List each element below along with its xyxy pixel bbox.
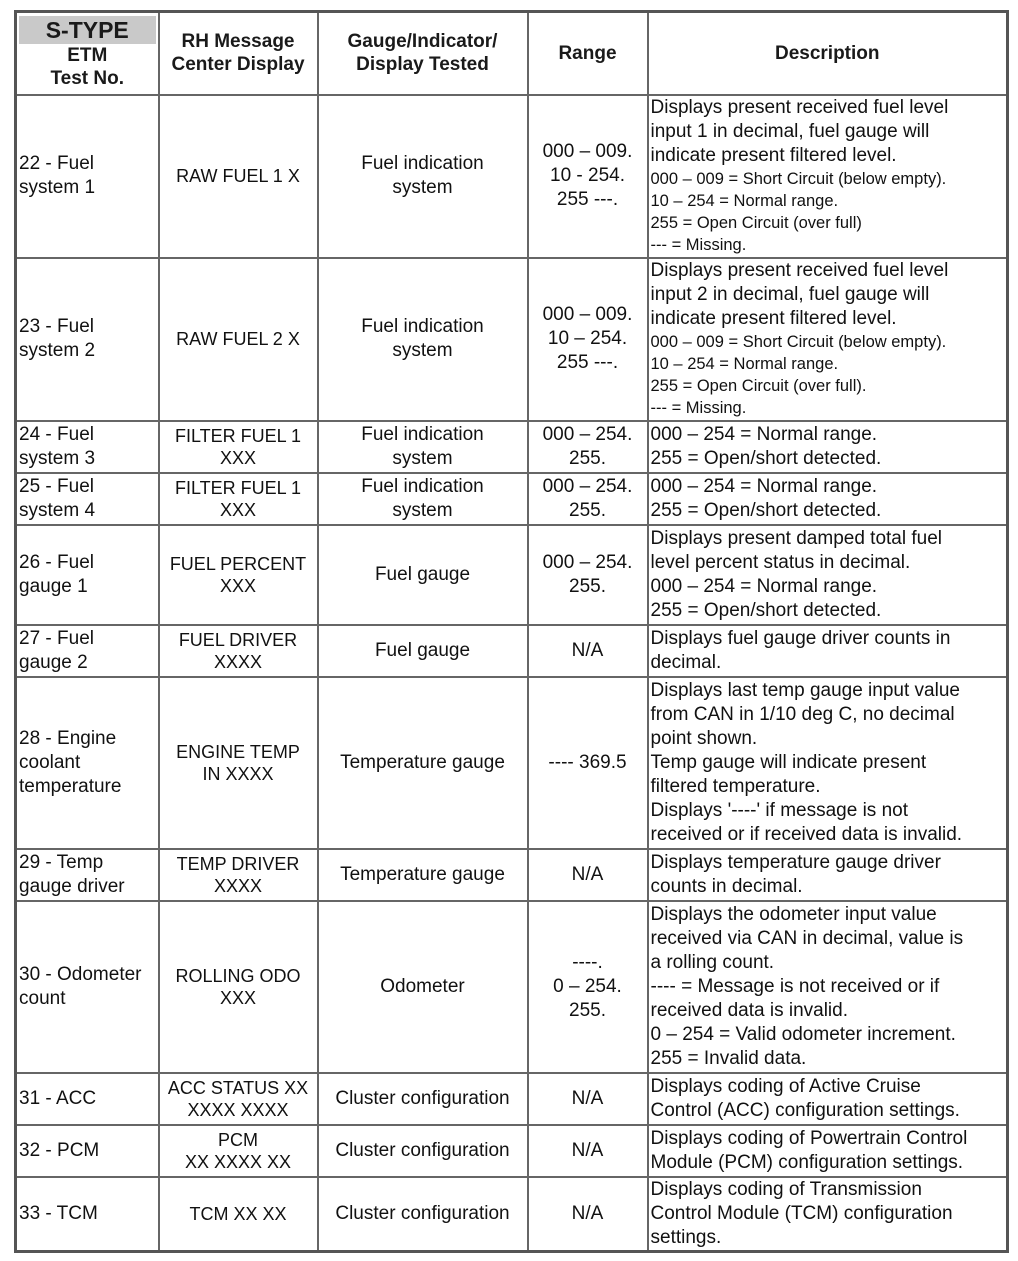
range-cell-line: 10 – 254. xyxy=(547,328,628,349)
range-cell-line: 255 ---. xyxy=(556,352,619,373)
description-line: received data is invalid. xyxy=(650,999,848,1021)
header-message xyxy=(159,12,318,95)
description-line: Displays temperature gauge driver xyxy=(650,851,941,873)
header-range: Range xyxy=(528,12,648,95)
description-line: input 1 in decimal, fuel gauge will xyxy=(650,121,930,142)
description-line: 10 – 254 = Normal range. xyxy=(650,192,839,210)
description-line: Displays coding of Active Cruise xyxy=(650,1075,921,1097)
range-cell-line: N/A xyxy=(571,1139,604,1161)
gauge-cell xyxy=(318,421,528,473)
message-cell-line: TCM XX XX xyxy=(189,1203,287,1224)
description-line: 255 = Open/short detected. xyxy=(650,499,882,521)
message-cell-line: XXX xyxy=(219,575,257,596)
range-cell-line: N/A xyxy=(571,1087,604,1109)
description-line: received or if received data is invalid. xyxy=(650,823,963,845)
message-cell xyxy=(159,421,318,473)
range-cell-line: 255. xyxy=(569,447,606,469)
gauge-cell xyxy=(318,1125,528,1177)
test-cell xyxy=(16,473,159,525)
description-line: filtered temperature. xyxy=(650,775,821,797)
table-body xyxy=(16,95,1008,1252)
test-cell-line: 30 - Odometer xyxy=(19,963,142,985)
description-line: Displays coding of Powertrain Control xyxy=(650,1127,968,1149)
test-cell xyxy=(16,258,159,421)
table-row xyxy=(16,677,1008,849)
test-cell-line: system 4 xyxy=(19,499,96,521)
header-test-title: S-TYPE xyxy=(19,16,156,44)
test-cell xyxy=(16,677,159,849)
header-description: Description xyxy=(648,12,1008,95)
test-cell xyxy=(16,849,159,901)
range-cell xyxy=(528,1073,648,1125)
range-cell-line: 255. xyxy=(569,499,606,521)
test-cell-line: 32 - PCM xyxy=(19,1139,100,1161)
test-cell-line: 24 - Fuel xyxy=(19,423,94,445)
gauge-cell xyxy=(318,1073,528,1125)
range-cell-line: 000 – 009. xyxy=(542,304,633,325)
range-cell-line: 000 – 009. xyxy=(542,141,633,162)
description-line: a rolling count. xyxy=(650,951,775,973)
range-cell xyxy=(528,677,648,849)
description-cell xyxy=(648,625,1008,677)
test-cell-line: system 1 xyxy=(19,177,96,198)
gauge-cell-line: Temperature gauge xyxy=(340,751,505,773)
test-cell xyxy=(16,1073,159,1125)
gauge-cell xyxy=(318,1177,528,1252)
test-cell-line: coolant xyxy=(19,751,81,773)
description-line: 000 – 009 = Short Circuit (below empty). xyxy=(650,333,947,351)
gauge-cell-line: Cluster configuration xyxy=(335,1087,510,1109)
gauge-cell xyxy=(318,95,528,258)
test-cell-line: gauge driver xyxy=(19,875,125,897)
range-cell xyxy=(528,258,648,421)
table-row xyxy=(16,1125,1008,1177)
test-cell xyxy=(16,1177,159,1252)
message-cell-line: XXXX XXXX xyxy=(187,1099,289,1120)
description-line: Control Module (TCM) configuration xyxy=(650,1202,953,1224)
description-line: input 2 in decimal, fuel gauge will xyxy=(650,284,930,305)
message-cell-line: ACC STATUS XX xyxy=(167,1077,309,1098)
message-cell-line: XXX xyxy=(219,447,257,468)
description-line: indicate present filtered level. xyxy=(650,308,897,329)
test-cell-line: 25 - Fuel xyxy=(19,475,94,497)
header-test-sub1: ETM xyxy=(67,45,108,67)
message-cell-line: RAW FUEL 2 X xyxy=(176,329,300,349)
table-row xyxy=(16,421,1008,473)
description-line: Displays present received fuel level xyxy=(650,260,949,281)
test-cell-line: gauge 2 xyxy=(19,651,88,673)
test-cell xyxy=(16,901,159,1073)
description-cell xyxy=(648,95,1008,258)
description-line: --- = Missing. xyxy=(650,399,747,417)
message-cell xyxy=(159,1073,318,1125)
message-cell xyxy=(159,258,318,421)
description-line: Module (PCM) configuration settings. xyxy=(650,1151,964,1173)
test-cell xyxy=(16,1125,159,1177)
gauge-cell xyxy=(318,258,528,421)
table-row xyxy=(16,473,1008,525)
test-cell-line: 33 - TCM xyxy=(19,1202,98,1224)
etm-test-table xyxy=(14,10,1009,1253)
test-cell-line: 31 - ACC xyxy=(19,1087,97,1109)
range-cell xyxy=(528,473,648,525)
range-cell-line: 0 – 254. xyxy=(553,975,622,997)
table-row xyxy=(16,1177,1008,1252)
gauge-cell xyxy=(318,625,528,677)
message-cell xyxy=(159,849,318,901)
range-cell xyxy=(528,95,648,258)
description-line: Displays the odometer input value xyxy=(650,903,937,925)
range-cell-line: ----. xyxy=(572,951,603,973)
message-cell-line: XXX xyxy=(219,987,257,1008)
description-line: Displays fuel gauge driver counts in xyxy=(650,627,951,649)
gauge-cell-line: Fuel gauge xyxy=(374,639,471,661)
description-line: 255 = Open/short detected. xyxy=(650,447,882,469)
test-cell-line: system 2 xyxy=(19,340,96,361)
header-test-sub2: Test No. xyxy=(50,68,125,90)
range-cell xyxy=(528,901,648,1073)
description-line: level percent status in decimal. xyxy=(650,551,911,573)
test-cell xyxy=(16,625,159,677)
description-line: Displays coding of Transmission xyxy=(650,1178,922,1200)
message-cell-line: XXXX xyxy=(213,875,263,896)
range-cell-line: ---- 369.5 xyxy=(548,751,627,773)
gauge-cell xyxy=(318,677,528,849)
description-line: Displays last temp gauge input value xyxy=(650,679,960,701)
gauge-cell-line: system xyxy=(392,340,453,361)
description-line: from CAN in 1/10 deg C, no decimal xyxy=(650,703,955,725)
description-line: 0 – 254 = Valid odometer increment. xyxy=(650,1023,956,1045)
range-cell-line: N/A xyxy=(571,1202,604,1224)
message-cell-line: FUEL PERCENT xyxy=(169,553,307,574)
message-cell-line: XXX xyxy=(219,499,257,520)
range-cell-line: 255. xyxy=(569,999,606,1021)
description-line: Displays present damped total fuel xyxy=(650,527,942,549)
test-cell-line: 29 - Temp xyxy=(19,851,104,873)
description-line: ---- = Message is not received or if xyxy=(650,975,940,997)
header-gauge xyxy=(318,12,528,95)
description-cell xyxy=(648,421,1008,473)
header-message-line: RH Message xyxy=(181,31,295,53)
table-row xyxy=(16,1073,1008,1125)
range-cell xyxy=(528,1125,648,1177)
test-cell-line: gauge 1 xyxy=(19,575,88,597)
gauge-cell-line: system xyxy=(392,447,453,469)
test-cell-line: temperature xyxy=(19,775,122,797)
test-cell-line: 22 - Fuel xyxy=(19,153,94,174)
range-cell xyxy=(528,421,648,473)
header-message-line: Center Display xyxy=(171,54,305,76)
description-line: Control (ACC) configuration settings. xyxy=(650,1099,960,1121)
description-cell xyxy=(648,1177,1008,1252)
description-line: 10 – 254 = Normal range. xyxy=(650,355,839,373)
message-cell xyxy=(159,1125,318,1177)
message-cell-line: ENGINE TEMP xyxy=(176,741,300,762)
message-cell-line: RAW FUEL 1 X xyxy=(176,166,300,186)
description-cell xyxy=(648,1125,1008,1177)
description-cell xyxy=(648,1073,1008,1125)
description-line: 255 = Open Circuit (over full). xyxy=(650,377,867,395)
table-row xyxy=(16,901,1008,1073)
table-row xyxy=(16,258,1008,421)
gauge-cell-line: Temperature gauge xyxy=(340,863,505,885)
test-cell-line: system 3 xyxy=(19,447,96,469)
test-cell-line: count xyxy=(19,987,66,1009)
message-cell xyxy=(159,95,318,258)
message-cell-line: FUEL DRIVER xyxy=(178,629,298,650)
description-line: received via CAN in decimal, value is xyxy=(650,927,964,949)
range-cell-line: 000 – 254. xyxy=(542,475,633,497)
message-cell xyxy=(159,1177,318,1252)
gauge-cell xyxy=(318,901,528,1073)
description-cell xyxy=(648,258,1008,421)
message-cell-line: IN XXXX xyxy=(202,763,274,784)
description-line: Temp gauge will indicate present xyxy=(650,751,927,773)
range-cell-line: N/A xyxy=(571,863,604,885)
message-cell-line: FILTER FUEL 1 xyxy=(174,477,302,498)
description-cell xyxy=(648,473,1008,525)
description-line: settings. xyxy=(650,1226,722,1248)
header-gauge-line: Display Tested xyxy=(356,54,489,76)
range-cell-line: 000 – 254. xyxy=(542,551,633,573)
message-cell-line: ROLLING ODO xyxy=(175,965,301,986)
gauge-cell-line: Cluster configuration xyxy=(335,1139,510,1161)
description-line: indicate present filtered level. xyxy=(650,145,897,166)
message-cell xyxy=(159,901,318,1073)
test-cell-line: 23 - Fuel xyxy=(19,316,94,337)
message-cell-line: PCM xyxy=(218,1129,258,1150)
message-cell xyxy=(159,677,318,849)
header-row xyxy=(16,12,1008,95)
test-cell xyxy=(16,421,159,473)
description-line: Displays present received fuel level xyxy=(650,97,949,118)
description-cell xyxy=(648,525,1008,625)
message-cell xyxy=(159,525,318,625)
range-cell-line: 255 ---. xyxy=(556,189,619,210)
gauge-cell-line: system xyxy=(392,499,453,521)
message-cell xyxy=(159,473,318,525)
description-line: --- = Missing. xyxy=(650,236,747,254)
header-test-no xyxy=(16,12,159,95)
description-line: 255 = Open Circuit (over full) xyxy=(650,214,862,232)
table-row xyxy=(16,625,1008,677)
gauge-cell-line: Fuel gauge xyxy=(374,563,471,585)
description-line: 000 – 254 = Normal range. xyxy=(650,575,878,597)
message-cell-line: FILTER FUEL 1 xyxy=(174,425,302,446)
range-cell-line: 255. xyxy=(569,575,606,597)
gauge-cell-line: Fuel indication xyxy=(361,316,484,337)
range-cell xyxy=(528,525,648,625)
range-cell xyxy=(528,625,648,677)
message-cell-line: XXXX xyxy=(213,651,263,672)
test-cell xyxy=(16,525,159,625)
description-line: counts in decimal. xyxy=(650,875,803,897)
description-line: Displays '----' if message is not xyxy=(650,799,908,821)
description-line: 000 – 254 = Normal range. xyxy=(650,423,878,445)
message-cell-line: TEMP DRIVER xyxy=(176,853,300,874)
range-cell xyxy=(528,1177,648,1252)
gauge-cell-line: system xyxy=(392,177,453,198)
gauge-cell-line: Fuel indication xyxy=(361,475,484,497)
description-line: 000 – 254 = Normal range. xyxy=(650,475,878,497)
range-cell-line: 000 – 254. xyxy=(542,423,633,445)
test-cell-line: 27 - Fuel xyxy=(19,627,94,649)
gauge-cell-line: Fuel indication xyxy=(361,423,484,445)
test-cell xyxy=(16,95,159,258)
description-cell xyxy=(648,849,1008,901)
range-cell xyxy=(528,849,648,901)
gauge-cell xyxy=(318,473,528,525)
description-line: 255 = Open/short detected. xyxy=(650,599,882,621)
gauge-cell-line: Cluster configuration xyxy=(335,1202,510,1224)
description-line: point shown. xyxy=(650,727,758,749)
gauge-cell xyxy=(318,849,528,901)
gauge-cell xyxy=(318,525,528,625)
description-line: 255 = Invalid data. xyxy=(650,1047,807,1069)
test-cell-line: 28 - Engine xyxy=(19,727,117,749)
message-cell xyxy=(159,625,318,677)
message-cell-line: XX XXXX XX xyxy=(184,1151,292,1172)
description-line: decimal. xyxy=(650,651,722,673)
test-cell-line: 26 - Fuel xyxy=(19,551,94,573)
description-cell xyxy=(648,901,1008,1073)
description-line: 000 – 009 = Short Circuit (below empty). xyxy=(650,170,947,188)
table-row xyxy=(16,95,1008,258)
table-row xyxy=(16,525,1008,625)
range-cell-line: 10 - 254. xyxy=(550,165,625,186)
description-cell xyxy=(648,677,1008,849)
table-row xyxy=(16,849,1008,901)
gauge-cell-line: Odometer xyxy=(380,975,465,997)
range-cell-line: N/A xyxy=(571,639,604,661)
gauge-cell-line: Fuel indication xyxy=(361,153,484,174)
header-gauge-line: Gauge/Indicator/ xyxy=(347,31,498,53)
